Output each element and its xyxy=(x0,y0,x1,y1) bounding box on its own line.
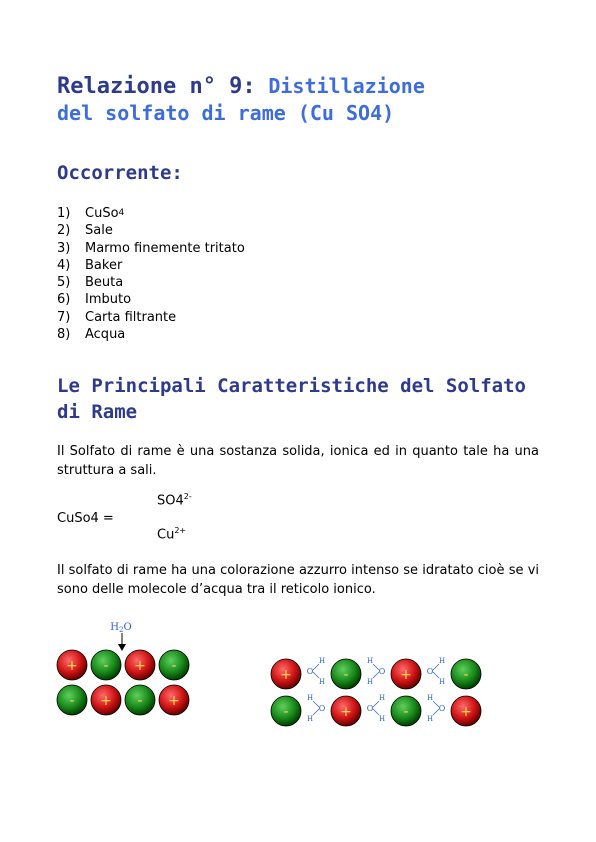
ion-charge-label: + xyxy=(460,704,472,720)
ion-charge-label: + xyxy=(280,667,292,683)
hydrogen-label: H xyxy=(378,694,386,702)
formula-label: CuSo4 = xyxy=(57,511,114,526)
list-item xyxy=(57,326,245,343)
oxygen-label: O xyxy=(438,704,446,713)
title-part1: Relazione n° 9: xyxy=(57,74,256,99)
cation-ion xyxy=(451,696,481,726)
list-item-number: 3) xyxy=(57,240,71,256)
ion-charge-label: + xyxy=(168,693,180,709)
list-item xyxy=(57,257,245,274)
paragraph-1: Il Solfato di rame è una sostanza solida, ionica ed in quanto tale ha una struttura a sali. xyxy=(57,444,539,478)
cation-ion xyxy=(271,659,301,689)
cation-ion xyxy=(125,650,155,680)
hydrogen-label: H xyxy=(438,678,446,686)
ion-charge-label: + xyxy=(100,693,112,709)
ion-charge-label: + xyxy=(400,667,412,683)
list-item-label: Imbuto xyxy=(85,292,132,308)
formula-cation: $Cu^{2+}$ xyxy=(157,526,187,543)
list-item-label: Carta filtrante xyxy=(85,309,177,325)
anion-ion xyxy=(331,659,361,689)
hydrogen-label: H xyxy=(426,715,434,723)
list-item-label: Acqua xyxy=(85,327,126,343)
paragraph-2: Il solfato di rame ha una colorazione azzurro intenso se idratato cioè se vi sono delle molecole d’acqua tra il reticolo ionico. xyxy=(57,563,539,597)
ion-charge-label: + xyxy=(66,658,78,674)
list-item-number: 2) xyxy=(57,223,71,239)
water-label: $H_2O$ xyxy=(110,622,132,634)
hydrogen-label: H xyxy=(438,657,446,665)
section-heading: Le Principali Caratteristiche del Solfato di Rame xyxy=(57,375,526,423)
list-item-number: 5) xyxy=(57,275,71,291)
list-item xyxy=(57,240,245,257)
title-part2: Distillazione xyxy=(268,74,425,98)
hydrogen-label: H xyxy=(378,715,386,723)
ion-charge-label: - xyxy=(171,658,177,674)
list-item-label: CuSo xyxy=(85,206,119,221)
cation-ion xyxy=(391,659,421,689)
list-item xyxy=(57,274,245,291)
anion-ion xyxy=(451,659,481,689)
ion-charge-label: - xyxy=(103,658,109,674)
anion-ion xyxy=(91,650,121,680)
list-item-subscript: 4 xyxy=(118,208,125,218)
anion-ion xyxy=(125,685,155,715)
list-item-number: 7) xyxy=(57,309,71,325)
anion-ion xyxy=(271,696,301,726)
list-item-label: Baker xyxy=(85,257,123,273)
list-item-label: Marmo finemente tritato xyxy=(85,240,245,256)
water-molecule xyxy=(307,694,326,723)
list-item xyxy=(57,222,245,239)
water-molecule xyxy=(367,657,386,686)
water-molecule xyxy=(307,657,325,686)
anion-ion xyxy=(391,696,421,726)
list-item-number: 1) xyxy=(57,206,71,221)
ion-charge-label: + xyxy=(134,658,146,674)
formula-anion: $SO4^{2-}$ xyxy=(157,492,192,509)
water-molecule xyxy=(427,657,445,686)
hydrogen-label: H xyxy=(318,657,326,665)
anion-ion xyxy=(57,685,87,715)
ion-charge-label: - xyxy=(137,693,143,709)
list-item xyxy=(57,309,245,326)
list-item-label: Sale xyxy=(85,223,113,239)
list-item-label: Beuta xyxy=(85,275,124,291)
oxygen-label: O xyxy=(306,667,314,676)
cation-ion xyxy=(159,685,189,715)
anhydrous-lattice xyxy=(57,650,189,715)
title-line2: del solfato di rame (Cu SO4) xyxy=(57,101,395,125)
cation-ion xyxy=(57,650,87,680)
list-item-number: 4) xyxy=(57,257,71,273)
water-molecule xyxy=(367,694,385,723)
hydrogen-label: H xyxy=(306,694,314,702)
oxygen-label: O xyxy=(366,704,374,713)
ion-charge-label: - xyxy=(403,704,409,720)
occorrente-heading: Occorrente: xyxy=(57,162,183,184)
ion-lattice-diagram xyxy=(50,615,500,740)
ion-charge-label: - xyxy=(283,704,289,720)
cation-ion xyxy=(331,696,361,726)
ion-charge-label: - xyxy=(463,667,469,683)
anion-ion xyxy=(159,650,189,680)
oxygen-label: O xyxy=(378,667,386,676)
hydrated-lattice xyxy=(271,657,481,726)
water-molecule xyxy=(427,694,446,723)
hydrogen-label: H xyxy=(426,694,434,702)
cation-ion xyxy=(91,685,121,715)
hydrogen-label: H xyxy=(366,657,374,665)
list-item-number: 6) xyxy=(57,292,71,308)
materials-list xyxy=(57,205,245,343)
hydrogen-label: H xyxy=(306,715,314,723)
hydrogen-label: H xyxy=(366,678,374,686)
ion-charge-label: - xyxy=(343,667,349,683)
hydrogen-label: H xyxy=(318,678,326,686)
oxygen-label: O xyxy=(426,667,434,676)
list-item xyxy=(57,291,245,308)
oxygen-label: O xyxy=(318,704,326,713)
ion-charge-label: - xyxy=(69,693,75,709)
list-item xyxy=(57,205,245,222)
ion-charge-label: + xyxy=(340,704,352,720)
page-title xyxy=(57,73,537,127)
list-item-number: 8) xyxy=(57,327,71,343)
water-arrow xyxy=(110,622,131,651)
